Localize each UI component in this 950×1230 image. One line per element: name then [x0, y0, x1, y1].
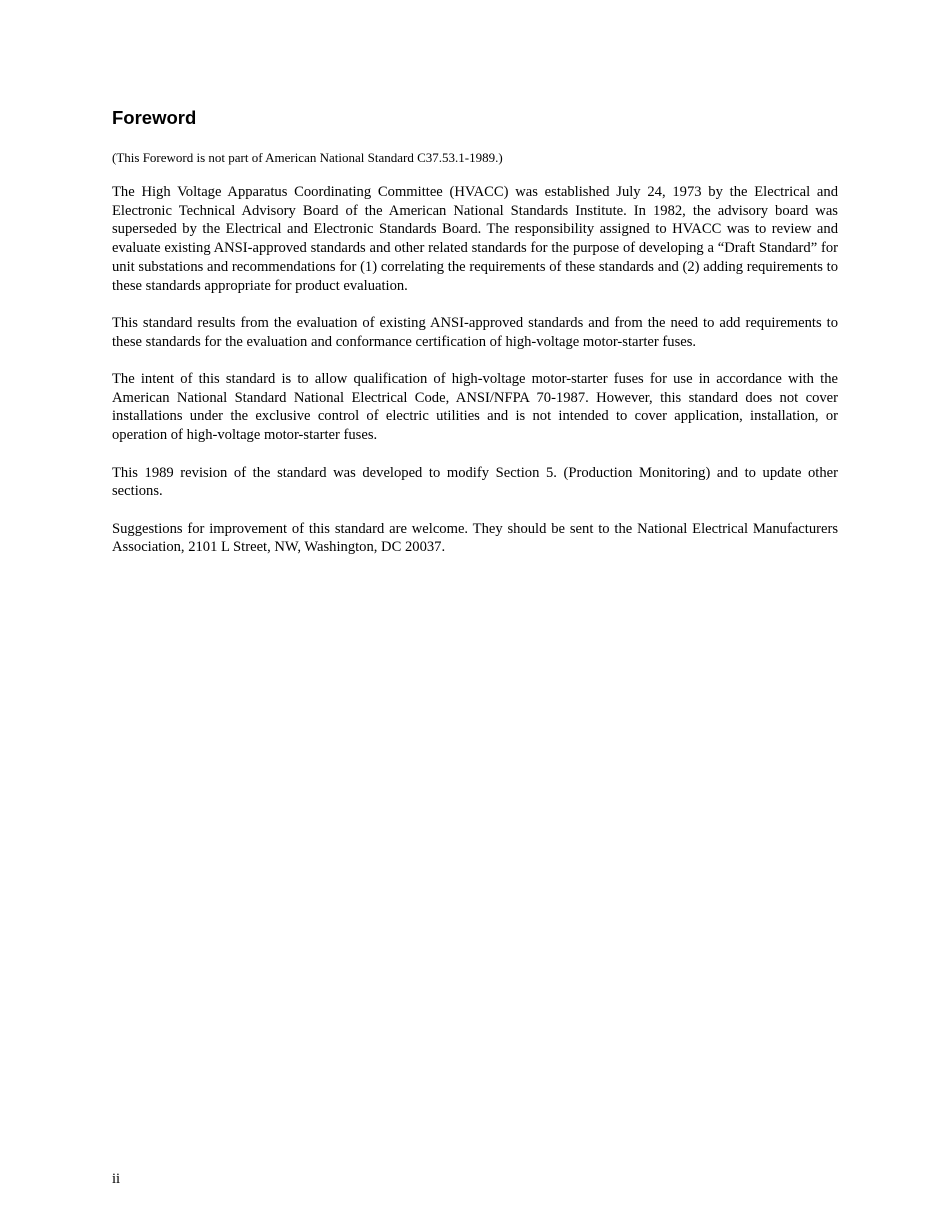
paragraph-hvacc-history: The High Voltage Apparatus Coordinating Committee (HVACC) was established July 24, 1973 by the Electrical and Electronic Technical Advisory Board of the American National Standards Institute. In 1982, the advisory board was superseded by the Electrical and Electronic Standards Board. The responsibility assigned to HVACC was to review and evaluate existing ANSI-approved standards and other related standards for the purpose of developing a “Draft Standard” for unit substations and recommendations for (1) correlating the requirements of these standards and (2) adding requirements to these standards appropriate for product evaluation. — [112, 184, 838, 294]
page-number: ii — [112, 1171, 121, 1187]
paragraph-suggestions: Suggestions for improvement of this standard are welcome. They should be sent to the National Electrical Manufacturers Association, 2101 L Street, NW, Washington, DC 20037. — [112, 520, 838, 556]
foreword-body — [112, 183, 838, 576]
paragraph-revision: This 1989 revision of the standard was developed to modify Section 5. (Production Monitoring) and to update other sections. — [112, 464, 838, 500]
page-title: Foreword — [112, 107, 197, 128]
foreword-note: (This Foreword is not part of American National Standard C37.53.1-1989.) — [112, 150, 503, 165]
paragraph-standard-origin: This standard results from the evaluation of existing ANSI-approved standards and from the need to add requirements to these standards for the evaluation and conformance certification of high-voltage motor-starter fuses. — [112, 314, 838, 350]
paragraph-standard-intent: The intent of this standard is to allow qualification of high-voltage motor-starter fuses for use in accordance with the American National Standard National Electrical Code, ANSI/NFPA 70-1987. However, this standard does not cover installations under the exclusive control of electric utilities and is not intended to cover application, installation, or operation of high-voltage motor-starter fuses. — [112, 371, 838, 444]
